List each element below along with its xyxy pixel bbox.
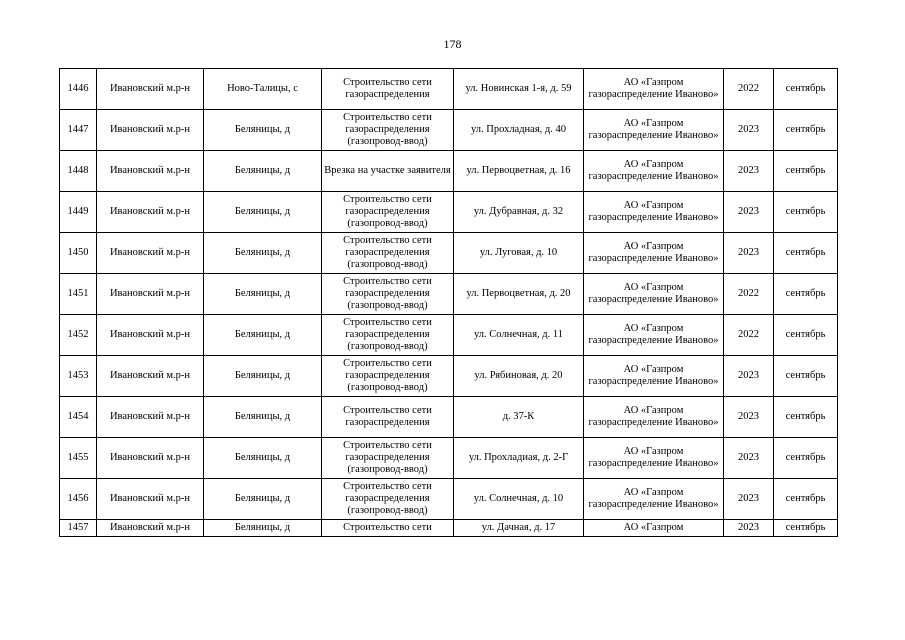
district-cell: Ивановский м.р-н xyxy=(97,520,204,537)
organization-cell: АО «Газпром газораспределение Иваново» xyxy=(584,397,724,438)
row-number: 1455 xyxy=(60,438,97,479)
organization-cell: АО «Газпром xyxy=(584,520,724,537)
month-cell: сентябрь xyxy=(774,69,838,110)
locality-cell: Беляницы, д xyxy=(204,356,322,397)
work-type-cell: Строительство сети газораспределения xyxy=(322,397,454,438)
year-cell: 2023 xyxy=(724,192,774,233)
locality-cell: Беляницы, д xyxy=(204,274,322,315)
address-cell: ул. Дачная, д. 17 xyxy=(454,520,584,537)
organization-cell: АО «Газпром газораспределение Иваново» xyxy=(584,479,724,520)
year-cell: 2022 xyxy=(724,69,774,110)
address-cell: д. 37-К xyxy=(454,397,584,438)
work-type-cell: Строительство сети газораспределения (газопровод-ввод) xyxy=(322,233,454,274)
month-cell: сентябрь xyxy=(774,520,838,537)
table-row xyxy=(60,438,838,479)
table-row xyxy=(60,69,838,110)
month-cell: сентябрь xyxy=(774,438,838,479)
district-cell: Ивановский м.р-н xyxy=(97,151,204,192)
organization-cell: АО «Газпром газораспределение Иваново» xyxy=(584,233,724,274)
row-number: 1450 xyxy=(60,233,97,274)
month-cell: сентябрь xyxy=(774,356,838,397)
row-number: 1457 xyxy=(60,520,97,537)
row-number: 1447 xyxy=(60,110,97,151)
work-type-cell: Строительство сети газораспределения (газопровод-ввод) xyxy=(322,110,454,151)
work-type-cell: Строительство сети газораспределения (газопровод-ввод) xyxy=(322,274,454,315)
table-row xyxy=(60,192,838,233)
table-row xyxy=(60,315,838,356)
year-cell: 2023 xyxy=(724,397,774,438)
work-type-cell: Строительство сети газораспределения (газопровод-ввод) xyxy=(322,356,454,397)
table-row xyxy=(60,151,838,192)
locality-cell: Беляницы, д xyxy=(204,315,322,356)
organization-cell: АО «Газпром газораспределение Иваново» xyxy=(584,315,724,356)
address-cell: ул. Новинская 1-я, д. 59 xyxy=(454,69,584,110)
year-cell: 2023 xyxy=(724,110,774,151)
work-type-cell: Строительство сети газораспределения (газопровод-ввод) xyxy=(322,192,454,233)
year-cell: 2023 xyxy=(724,233,774,274)
month-cell: сентябрь xyxy=(774,274,838,315)
locality-cell: Беляницы, д xyxy=(204,192,322,233)
row-number: 1448 xyxy=(60,151,97,192)
month-cell: сентябрь xyxy=(774,397,838,438)
page-number: 178 xyxy=(443,37,462,51)
work-type-cell: Строительство сети газораспределения (газопровод-ввод) xyxy=(322,315,454,356)
organization-cell: АО «Газпром газораспределение Иваново» xyxy=(584,438,724,479)
table-row xyxy=(60,233,838,274)
year-cell: 2023 xyxy=(724,356,774,397)
row-number: 1449 xyxy=(60,192,97,233)
organization-cell: АО «Газпром газораспределение Иваново» xyxy=(584,274,724,315)
district-cell: Ивановский м.р-н xyxy=(97,233,204,274)
row-number: 1456 xyxy=(60,479,97,520)
address-cell: ул. Прохладиая, д. 2-Г xyxy=(454,438,584,479)
locality-cell: Беляницы, д xyxy=(204,479,322,520)
month-cell: сентябрь xyxy=(774,110,838,151)
address-cell: ул. Первоцветная, д. 16 xyxy=(454,151,584,192)
month-cell: сентябрь xyxy=(774,192,838,233)
month-cell: сентябрь xyxy=(774,233,838,274)
locality-cell: Беляницы, д xyxy=(204,110,322,151)
table-row xyxy=(60,110,838,151)
row-number: 1453 xyxy=(60,356,97,397)
district-cell: Ивановский м.р-н xyxy=(97,274,204,315)
address-cell: ул. Солнечная, д. 11 xyxy=(454,315,584,356)
work-type-cell: Строительство сети газораспределения (газопровод-ввод) xyxy=(322,438,454,479)
district-cell: Ивановский м.р-н xyxy=(97,479,204,520)
district-cell: Ивановский м.р-н xyxy=(97,438,204,479)
district-cell: Ивановский м.р-н xyxy=(97,397,204,438)
locality-cell: Беляницы, д xyxy=(204,233,322,274)
organization-cell: АО «Газпром газораспределение Иваново» xyxy=(584,356,724,397)
address-cell: ул. Солнечная, д. 10 xyxy=(454,479,584,520)
row-number: 1452 xyxy=(60,315,97,356)
work-type-cell: Строительство сети газораспределения xyxy=(322,69,454,110)
locality-cell: Беляницы, д xyxy=(204,397,322,438)
work-type-cell: Врезка на участке заявителя xyxy=(322,151,454,192)
district-cell: Ивановский м.р-н xyxy=(97,110,204,151)
table-row xyxy=(60,274,838,315)
table-row xyxy=(60,479,838,520)
year-cell: 2023 xyxy=(724,438,774,479)
organization-cell: АО «Газпром газораспределение Иваново» xyxy=(584,69,724,110)
row-number: 1451 xyxy=(60,274,97,315)
year-cell: 2022 xyxy=(724,274,774,315)
table-row xyxy=(60,356,838,397)
year-cell: 2023 xyxy=(724,520,774,537)
year-cell: 2022 xyxy=(724,315,774,356)
locality-cell: Беляницы, д xyxy=(204,520,322,537)
month-cell: сентябрь xyxy=(774,479,838,520)
organization-cell: АО «Газпром газораспределение Иваново» xyxy=(584,151,724,192)
row-number: 1446 xyxy=(60,69,97,110)
table-row xyxy=(60,520,838,537)
locality-cell: Беляницы, д xyxy=(204,151,322,192)
address-cell: ул. Прохладная, д. 40 xyxy=(454,110,584,151)
work-type-cell: Строительство сети газораспределения (газопровод-ввод) xyxy=(322,479,454,520)
address-cell: ул. Первоцветная, д. 20 xyxy=(454,274,584,315)
district-cell: Ивановский м.р-н xyxy=(97,315,204,356)
month-cell: сентябрь xyxy=(774,315,838,356)
district-cell: Ивановский м.р-н xyxy=(97,69,204,110)
year-cell: 2023 xyxy=(724,151,774,192)
organization-cell: АО «Газпром газораспределение Иваново» xyxy=(584,110,724,151)
work-type-cell: Строительство сети xyxy=(322,520,454,537)
district-cell: Ивановский м.р-н xyxy=(97,192,204,233)
address-cell: ул. Дубравная, д. 32 xyxy=(454,192,584,233)
gas-connection-table xyxy=(59,68,838,537)
district-cell: Ивановский м.р-н xyxy=(97,356,204,397)
locality-cell: Беляницы, д xyxy=(204,438,322,479)
year-cell: 2023 xyxy=(724,479,774,520)
organization-cell: АО «Газпром газораспределение Иваново» xyxy=(584,192,724,233)
locality-cell: Ново-Талицы, с xyxy=(204,69,322,110)
table-body xyxy=(60,69,838,537)
table-row xyxy=(60,397,838,438)
month-cell: сентябрь xyxy=(774,151,838,192)
address-cell: ул. Рябиновая, д. 20 xyxy=(454,356,584,397)
address-cell: ул. Луговая, д. 10 xyxy=(454,233,584,274)
row-number: 1454 xyxy=(60,397,97,438)
